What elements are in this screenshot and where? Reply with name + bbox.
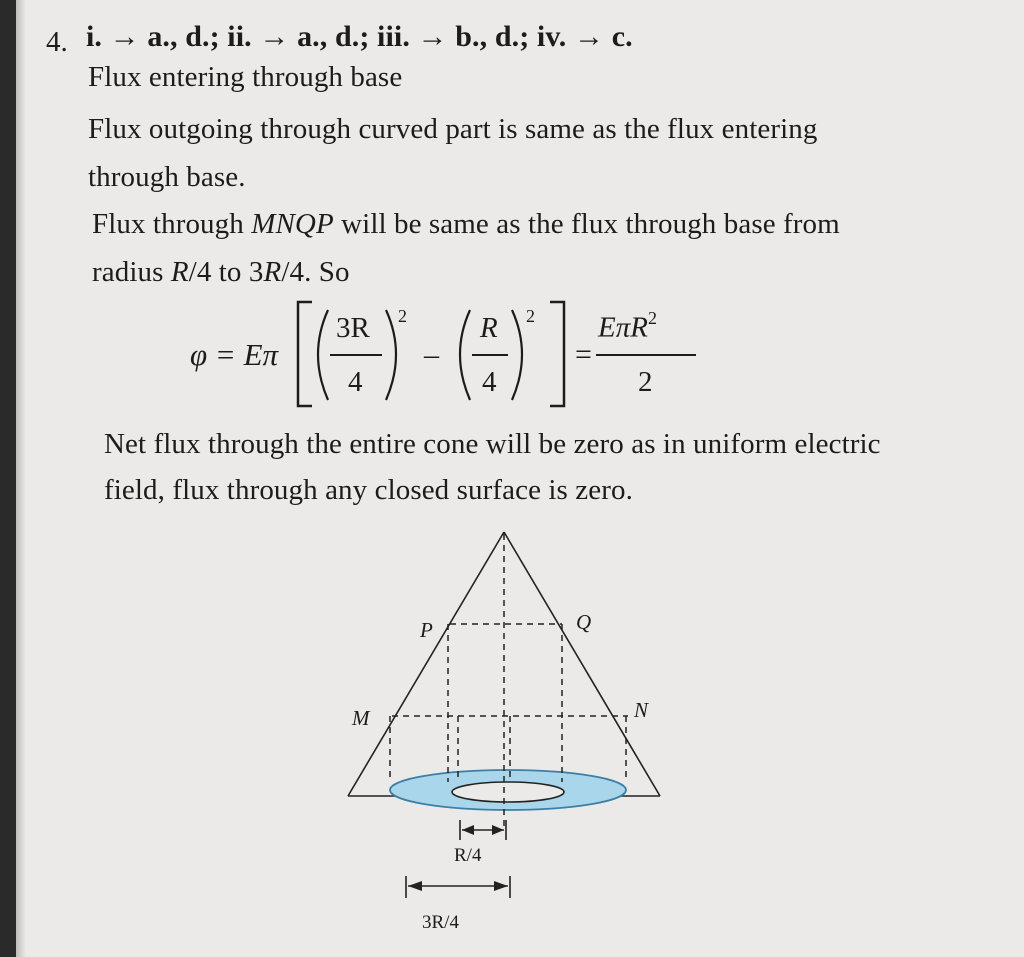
equation-lhs: φ = Eπ	[190, 337, 279, 372]
frac2-numerator: R	[480, 312, 498, 344]
result-bar	[596, 354, 696, 356]
label-outer-radius: 3R/4	[422, 912, 459, 933]
text-line-5: radius R/4 to 3R/4. So	[92, 256, 350, 288]
frac2-bar	[472, 354, 508, 356]
label-n: N	[634, 698, 649, 722]
exponent-1: 2	[398, 306, 407, 326]
cone-right-edge	[504, 532, 660, 796]
text-line-7: field, flux through any closed surface is zero.	[104, 474, 633, 506]
equals-sign: =	[575, 338, 592, 371]
frac1-bar	[330, 354, 382, 356]
label-inner-radius: R/4	[454, 845, 482, 866]
label-p: P	[420, 618, 433, 642]
frac1-numerator: 3R	[336, 312, 370, 344]
cone-figure	[330, 520, 670, 950]
text-line-4: Flux through MNQP will be same as the flux through base from	[92, 208, 840, 240]
page-shadow	[16, 0, 26, 957]
frac1-denominator: 4	[348, 366, 363, 398]
flux-equation	[190, 296, 710, 426]
exponent-2: 2	[526, 306, 535, 326]
page-binding-edge	[0, 0, 16, 957]
result-numerator: EπR$^2$	[598, 308, 657, 344]
base-ring-inner	[452, 782, 564, 802]
frac2-denominator: 4	[482, 366, 497, 398]
label-q: Q	[576, 610, 592, 634]
text-line-1: Flux entering through base	[88, 61, 403, 93]
minus-sign: –	[424, 338, 439, 371]
text-line-2: Flux outgoing through curved part is same as the flux entering	[88, 113, 818, 145]
result-denominator: 2	[638, 366, 653, 398]
cone-diagram	[330, 520, 670, 950]
cone-left-edge	[348, 532, 504, 796]
label-m: M	[352, 706, 370, 730]
question-number: 4.	[46, 26, 68, 58]
text-line-6: Net flux through the entire cone will be zero as in uniform electric	[104, 428, 881, 460]
answer-key: i. → a., d.; ii. → a., d.; iii. → b., d.; iv. → c.	[86, 20, 633, 53]
text-line-3: through base.	[88, 161, 246, 193]
